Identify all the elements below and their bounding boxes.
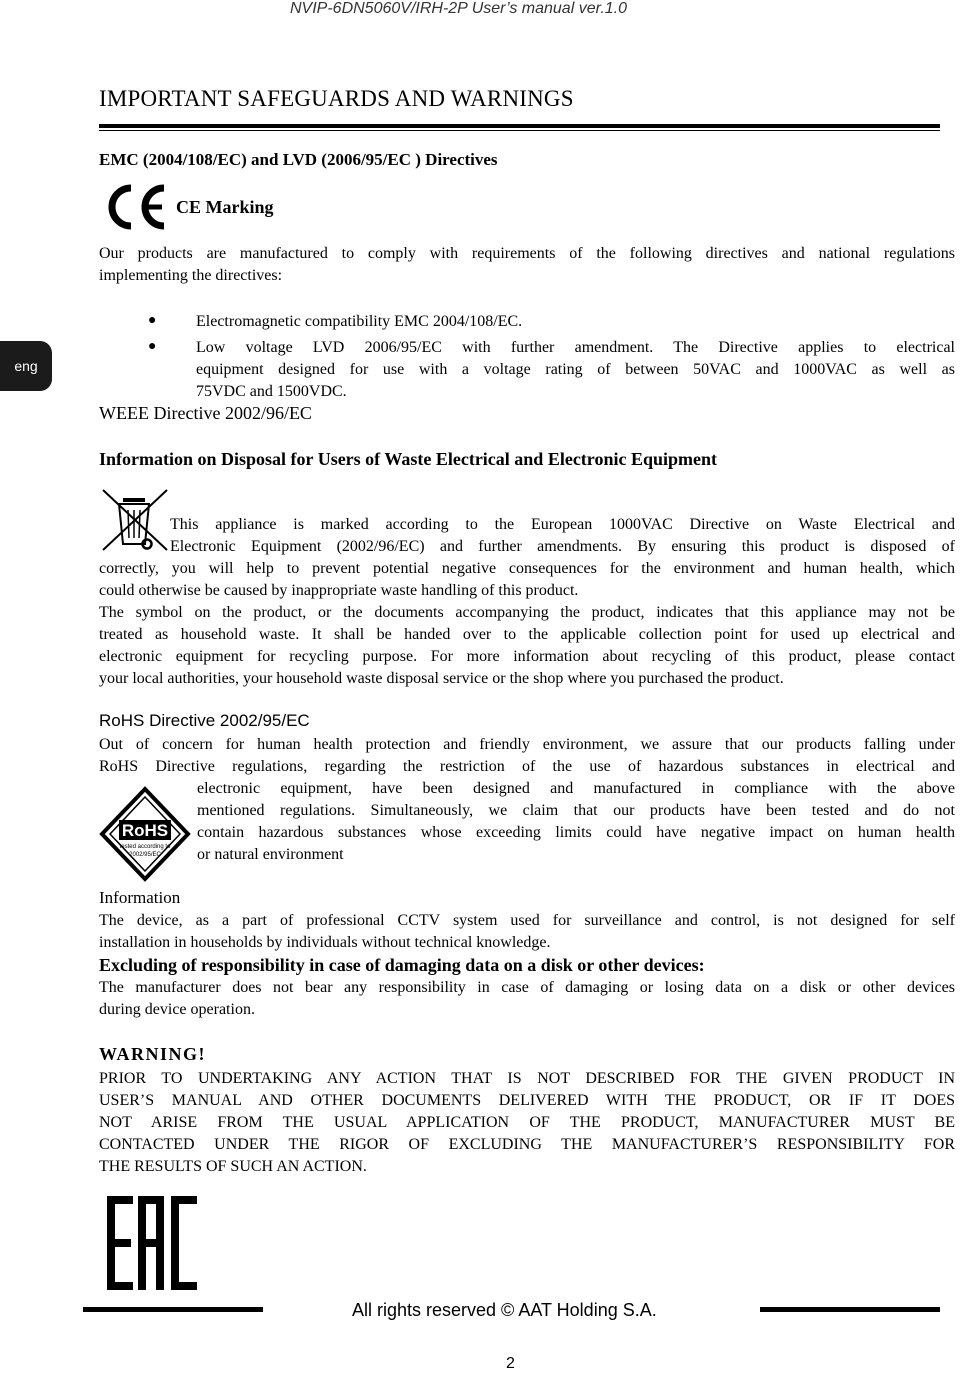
weee-body [99, 558, 955, 690]
weee-line: your local authorities, your household waste disposal service or the shop where you purchased the product. [99, 670, 784, 687]
information-heading: Information [99, 888, 181, 907]
page-title: IMPORTANT SAFEGUARDS AND WARNINGS [99, 86, 574, 111]
weee-line: The symbol on the product, or the documents accompanying the product, indicates that this appliance may not be [99, 604, 955, 621]
excluding-body [99, 977, 955, 1021]
bullet-dot: ● [148, 313, 157, 328]
emc-bullet-1: Electromagnetic compatibility EMC 2004/108/EC. [196, 313, 523, 330]
emc-heading: EMC (2004/108/EC) and LVD (2006/95/EC ) Directives [99, 150, 498, 169]
emc-intro-line: Our products are manufactured to comply with requirements of the following directives and national regulations [99, 245, 955, 262]
ce-mark-icon [104, 184, 170, 235]
eac-logo-icon [107, 1196, 201, 1297]
weee-line: electronic equipment for recycling purpose. For more information about recycling of this product, please contact [99, 648, 955, 665]
warning-line: CONTACTED UNDER THE RIGOR OF EXCLUDING THE MANUFACTURER’S RESPONSIBILITY FOR [99, 1136, 955, 1153]
weee-line: could otherwise be caused by inappropriate waste handling of this product. [99, 582, 579, 599]
weee-heading: WEEE Directive 2002/96/EC [99, 403, 312, 423]
crossed-bin-icon [101, 488, 173, 559]
emc-bullet-2-line: equipment designed for use with a voltage rating of between 50VAC and 1000VAC as well as [196, 361, 955, 378]
weee-line: This appliance is marked according to the European 1000VAC Directive on Waste Electrical and [170, 516, 955, 533]
title-rule-thin [99, 130, 940, 131]
warning-line: PRIOR TO UNDERTAKING ANY ACTION THAT IS NOT DESCRIBED FOR THE GIVEN PRODUCT IN [99, 1070, 955, 1087]
footer-copyright: All rights reserved © AAT Holding S.A. [352, 1300, 657, 1320]
bullet-dot: ● [148, 339, 157, 354]
warning-heading: WARNING! [99, 1044, 207, 1064]
weee-line: Electronic Equipment (2002/96/EC) and further amendments. By ensuring this product is disposed of [170, 538, 955, 555]
emc-bullet-2-line: 75VDC and 1500VDC. [196, 383, 347, 400]
weee-beside-icon [170, 514, 955, 558]
footer-bar-left [83, 1307, 263, 1312]
rohs-body-full [99, 734, 955, 778]
emc-intro [99, 243, 955, 287]
rohs-line: mentioned regulations. Simultaneously, we claim that our products have been tested and do not [197, 802, 955, 819]
language-tab [0, 341, 52, 391]
rohs-logo-sub2: 2002/95/EC [129, 852, 161, 858]
page-number: 2 [506, 1355, 515, 1372]
excluding-line: during device operation. [99, 1001, 255, 1018]
weee-line: correctly, you will help to prevent potential negative consequences for the environment and human health, which [99, 560, 955, 577]
ce-marking-label: CE Marking [176, 197, 274, 217]
language-tab-label: eng [14, 358, 38, 374]
rohs-body-beside-logo [197, 778, 955, 866]
information-line: The device, as a part of professional CCTV system used for surveillance and control, is not designed for self [99, 912, 955, 929]
warning-line: THE RESULTS OF SUCH AN ACTION. [99, 1158, 367, 1175]
emc-bullet-2-line: Low voltage LVD 2006/95/EC with further amendment. The Directive applies to electrical [196, 339, 955, 356]
warning-body [99, 1068, 955, 1178]
information-body [99, 910, 955, 954]
footer-bar-right [760, 1307, 940, 1312]
rohs-line: or natural environment [197, 846, 344, 863]
emc-bullet-2 [196, 337, 955, 403]
rohs-logo-icon [99, 786, 191, 887]
warning-line: USER’S MANUAL AND OTHER DOCUMENTS DELIVERED WITH THE PRODUCT, OR IF IT DOES [99, 1092, 955, 1109]
weee-line: treated as household waste. It shall be handed over to the applicable collection point for used up electrical and [99, 626, 955, 643]
rohs-line: Out of concern for human health protection and friendly environment, we assure that our products falling under [99, 736, 955, 753]
title-rule-thick [99, 124, 940, 128]
rohs-line: RoHS Directive regulations, regarding the restriction of the use of hazardous substances in electrical and [99, 758, 955, 775]
weee-subheading: Information on Disposal for Users of Waste Electrical and Electronic Equipment [99, 449, 717, 469]
excluding-heading: Excluding of responsibility in case of damaging data on a disk or other devices: [99, 955, 705, 975]
rohs-logo-main: RoHS [121, 821, 169, 840]
warning-line: NOT ARISE FROM THE USUAL APPLICATION OF THE PRODUCT, MANUFACTURER MUST BE [99, 1114, 955, 1131]
rohs-logo-sub1: tested according to [119, 844, 171, 850]
excluding-line: The manufacturer does not bear any responsibility in case of damaging or losing data on a disk or other devices [99, 979, 955, 996]
information-line: installation in households by individuals without technical knowledge. [99, 934, 551, 951]
emc-intro-line: implementing the directives: [99, 267, 283, 284]
rohs-line: contain hazardous substances whose exceeding limits could have negative impact on human health [197, 824, 955, 841]
rohs-line: electronic equipment, have been designed and manufactured in compliance with the above [197, 780, 955, 797]
rohs-heading: RoHS Directive 2002/95/EC [99, 711, 310, 730]
running-header: NVIP-6DN5060V/IRH-2P User’s manual ver.1.0 [290, 0, 628, 17]
